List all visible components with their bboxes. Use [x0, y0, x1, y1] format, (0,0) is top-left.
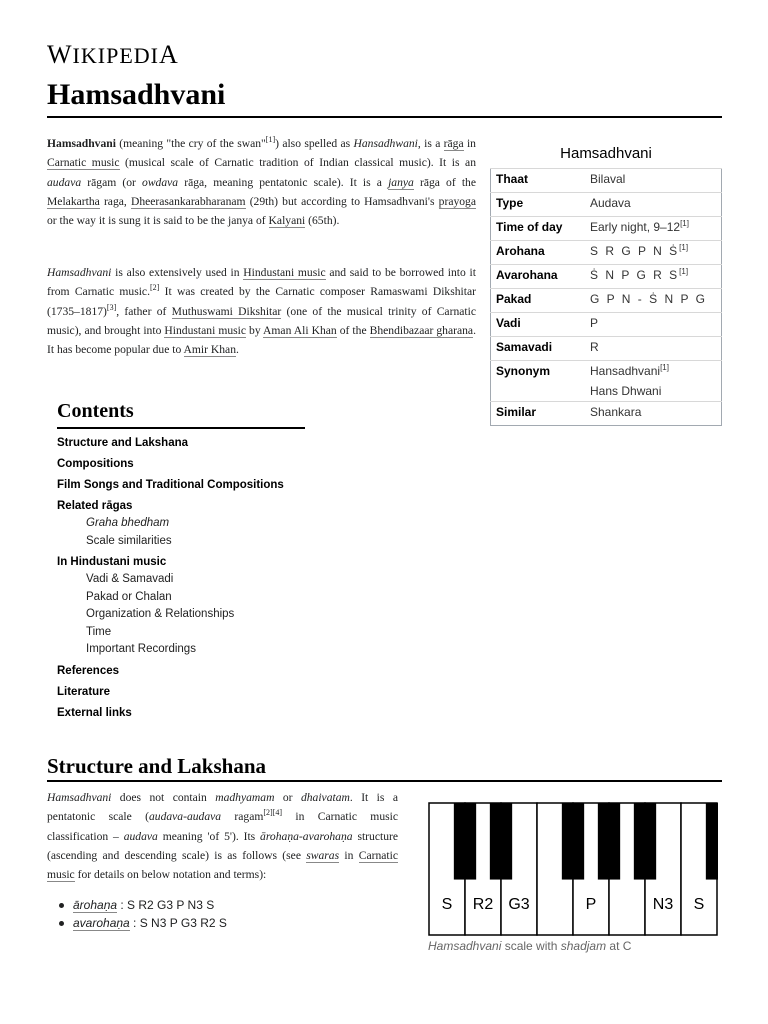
text-run: (musical scale of Carnatic tradition of Indian classical music). It is an [119, 156, 476, 170]
black-key [490, 803, 512, 880]
scale-list-item [57, 896, 227, 914]
section-divider [47, 780, 722, 782]
text-run: in [463, 137, 476, 150]
infobox-row [491, 193, 722, 217]
toc-list [57, 437, 307, 720]
infobox-row [491, 265, 722, 289]
wiki-link[interactable]: Dheerasankarabharanam [130, 194, 246, 208]
piano-keyboard-image[interactable] [428, 802, 718, 936]
infobox-value-text: Early night, 9–12 [590, 220, 681, 234]
keyboard-caption [428, 939, 631, 953]
toc-item-label: External links [57, 706, 132, 719]
logo-text-part: IKIPEDI [72, 43, 159, 68]
italic-term: shadjam [560, 939, 607, 953]
scale-notes: : S N3 P G3 R2 S [129, 916, 227, 930]
text-run: and said to be borrowed into it from Carnatic music. [47, 266, 476, 299]
text-run: ragam [221, 810, 264, 824]
wiki-link[interactable]: Carnatic music [47, 156, 120, 170]
toc-subitem[interactable] [57, 535, 307, 549]
infobox-value [585, 169, 722, 193]
toc-item-label: Structure and Lakshana [57, 437, 189, 449]
infobox-key: Samavadi [491, 337, 586, 361]
infobox-key: Similar [491, 402, 586, 426]
toc-item[interactable] [57, 458, 307, 471]
intro-paragraph-1 [47, 134, 476, 230]
text-run: scale with [501, 939, 561, 953]
text-run: for details on below notation and terms): [74, 868, 267, 882]
text-run: ) also spelled as [275, 137, 354, 150]
bold-term: Hamsadhvani [47, 137, 116, 150]
key-label: G3 [508, 896, 530, 913]
infobox-value-text: G P N - Ṡ N P G [590, 292, 707, 306]
text-run: rāgam (or [81, 175, 143, 189]
table-of-contents [57, 400, 307, 720]
key-label: R2 [472, 896, 494, 913]
text-run: or [274, 791, 301, 804]
text-run: in [339, 848, 359, 862]
scale-list-item [57, 914, 227, 932]
italic-term: audava [47, 175, 82, 189]
wiki-link[interactable]: Aman Ali Khan [263, 323, 337, 337]
toc-subitem-label: Important Recordings [86, 643, 196, 655]
scale-list [57, 896, 227, 932]
wiki-link[interactable]: Kalyani [268, 214, 306, 228]
wiki-link[interactable]: Bhendibazaar gharana [369, 323, 474, 337]
section-heading-structure: Structure and Lakshana [47, 754, 267, 778]
infobox-row [491, 402, 722, 426]
toc-subitem-label: Pakad or Chalan [86, 590, 172, 603]
infobox-value [585, 241, 722, 265]
italic-term: owdava [142, 175, 179, 189]
infobox-value-text: Audava [590, 196, 631, 210]
text-run: (meaning "the cry of the swan" [115, 137, 266, 150]
wiki-link[interactable]: janya [388, 175, 414, 189]
infobox-key: Type [491, 193, 586, 217]
text-run: (one of the musical trinity of Carnatic music), and brought into [47, 304, 476, 337]
text-run: rāga, meaning pentatonic scale). It is a [178, 175, 389, 189]
infobox-value [585, 313, 722, 337]
key-label: N3 [652, 896, 674, 913]
toc-item[interactable] [57, 665, 307, 678]
logo-text-part: W [47, 40, 73, 69]
black-key [562, 803, 584, 880]
italic-term: ārohaṇa-avarohaṇa [260, 829, 353, 843]
toc-subitem[interactable] [57, 608, 307, 622]
toc-subitem[interactable] [57, 591, 307, 605]
toc-item-label: Literature [57, 685, 111, 698]
citation-link[interactable]: [3] [106, 302, 117, 312]
text-run: is also extensively used in [111, 266, 244, 279]
infobox-row [491, 289, 722, 313]
toc-item[interactable] [57, 500, 307, 513]
text-run: (29th) but according to Hamsadhvani's [245, 194, 439, 208]
toc-subitem-label: Time [86, 625, 112, 638]
toc-subitem-label: Scale similarities [86, 534, 172, 547]
italic-term: audava [123, 829, 158, 843]
text-run: It was created by the Carnatic composer Ramaswami Dikshitar (1735–1817) [47, 285, 476, 318]
infobox-key: Synonym [491, 361, 586, 402]
infobox-value [585, 217, 722, 241]
citation-link[interactable]: [1] [679, 243, 689, 252]
infobox-value [585, 193, 722, 217]
infobox-value-text: Shankara [590, 405, 642, 419]
wiki-link[interactable]: Muthuswami Dikshitar [171, 304, 282, 318]
black-key [598, 803, 620, 880]
text-run: . [236, 343, 239, 357]
text-run: meaning 'of 5'). Its [157, 829, 261, 843]
text-run: of the [336, 323, 370, 337]
scale-notes: : S R2 G3 P N3 S [117, 898, 215, 912]
infobox-value [585, 337, 722, 361]
infobox-value-text: Hansadhvani [590, 364, 661, 378]
text-run: at C [606, 939, 632, 953]
toc-subitem[interactable] [57, 573, 307, 587]
toc-item-label: Related rāgas [57, 500, 133, 512]
toc-subitem-label: Organization & Relationships [86, 608, 235, 620]
infobox-value-text: Bilaval [590, 172, 626, 186]
italic-term: audava-audava [148, 810, 222, 824]
infobox-row [491, 337, 722, 361]
infobox-table [490, 168, 722, 426]
infobox-key: Arohana [491, 241, 586, 265]
toc-subitem-label: Graha bhedham [86, 517, 170, 529]
intro-paragraph-2 [47, 263, 476, 359]
infobox [490, 140, 722, 426]
infobox-value [585, 289, 722, 313]
text-run: or the way it is sung it is said to be the janya of [47, 214, 269, 228]
toc-subitem[interactable] [57, 626, 307, 640]
infobox-row [491, 217, 722, 241]
key-label: S [693, 896, 705, 913]
infobox-title: Hamsadhvani [560, 145, 652, 162]
toc-item-label: References [57, 664, 120, 677]
text-run: (65th). [305, 214, 340, 228]
text-run: . It has become popular due to [47, 323, 476, 357]
infobox-value [585, 361, 722, 402]
black-key [634, 803, 656, 880]
infobox-key: Avarohana [491, 265, 586, 289]
infobox-value-text: S R G P N Ṡ [590, 244, 680, 258]
key-label: S [441, 896, 453, 913]
infobox-key: Thaat [491, 169, 586, 193]
infobox-key: Pakad [491, 289, 586, 313]
toc-item[interactable] [57, 707, 307, 720]
text-run: , father of [116, 304, 172, 318]
toc-divider [57, 427, 305, 429]
text-run: rāga of the [413, 175, 476, 189]
wiki-link[interactable]: swaras [306, 848, 340, 862]
black-key [706, 803, 718, 880]
infobox-value-text: P [590, 316, 599, 330]
toc-item-label: In Hindustani music [57, 556, 167, 568]
toc-heading: Contents [57, 400, 134, 422]
text-run: raga, [99, 194, 131, 208]
infobox-value-text: Hans Dhwani [590, 384, 662, 398]
wiki-link[interactable]: Amir Khan [183, 343, 236, 357]
toc-subitem[interactable] [57, 517, 307, 531]
wikipedia-logo[interactable] [47, 40, 179, 70]
infobox-value-text: R [590, 340, 599, 354]
infobox-value-text: Ṡ N P G R S [590, 268, 680, 282]
toc-item[interactable] [57, 556, 307, 569]
italic-term: Hamsadhvani [47, 266, 112, 279]
text-run: in Carnatic music classification – [47, 810, 398, 843]
infobox-value [585, 265, 722, 289]
text-run: by [246, 323, 264, 337]
black-key [454, 803, 476, 880]
citation-link[interactable]: [1] [679, 267, 689, 276]
infobox-row [491, 241, 722, 265]
toc-item[interactable] [57, 479, 307, 492]
wiki-link[interactable]: Carnatic music [47, 848, 398, 882]
citation-link[interactable]: [1] [660, 363, 669, 372]
text-run: , is a [417, 137, 444, 150]
scale-term-link[interactable]: avarohaṇa [73, 916, 130, 930]
infobox-value [585, 402, 722, 426]
citation-link[interactable]: [1] [680, 219, 689, 228]
toc-item-label: Film Songs and Traditional Compositions [57, 479, 284, 491]
key-label: P [585, 896, 597, 913]
infobox-key: Vadi [491, 313, 586, 337]
text-run: . It is a pentatonic scale ( [47, 791, 398, 824]
infobox-row [491, 169, 722, 193]
citation-link[interactable]: [2][4] [263, 808, 283, 818]
wiki-link[interactable]: prayoga [438, 194, 476, 208]
scale-term-link[interactable]: ārohaṇa [73, 898, 118, 912]
structure-paragraph [47, 788, 398, 884]
wiki-link[interactable]: Melakartha [47, 194, 100, 208]
toc-item-label: Compositions [57, 458, 134, 470]
text-run: structure (ascending and descending scale) is as follows (see [47, 829, 398, 862]
infobox-row [491, 313, 722, 337]
text-run: does not contain [111, 791, 216, 804]
citation-link[interactable]: [1] [265, 135, 276, 145]
title-divider [47, 116, 722, 118]
page-title: Hamsadhvani [47, 78, 226, 111]
logo-text-part: A [158, 40, 179, 69]
italic-term: madhyamam [215, 791, 275, 804]
italic-term: Hansadhwani [353, 137, 418, 150]
wiki-link[interactable]: Hindustani music [243, 266, 326, 279]
toc-subitem[interactable] [57, 643, 307, 657]
wiki-link[interactable]: Hindustani music [164, 323, 247, 337]
citation-link[interactable]: [2] [149, 283, 160, 293]
italic-term: Hamsadhvani [428, 939, 502, 953]
toc-item[interactable] [57, 437, 307, 450]
toc-subitem-label: Vadi & Samavadi [86, 573, 174, 585]
italic-term: dhaivatam [300, 791, 350, 804]
wiki-link[interactable]: rāga [443, 137, 464, 150]
italic-term: Hamsadhvani [47, 791, 112, 804]
toc-item[interactable] [57, 686, 307, 699]
infobox-key: Time of day [491, 217, 586, 241]
infobox-row [491, 361, 722, 402]
